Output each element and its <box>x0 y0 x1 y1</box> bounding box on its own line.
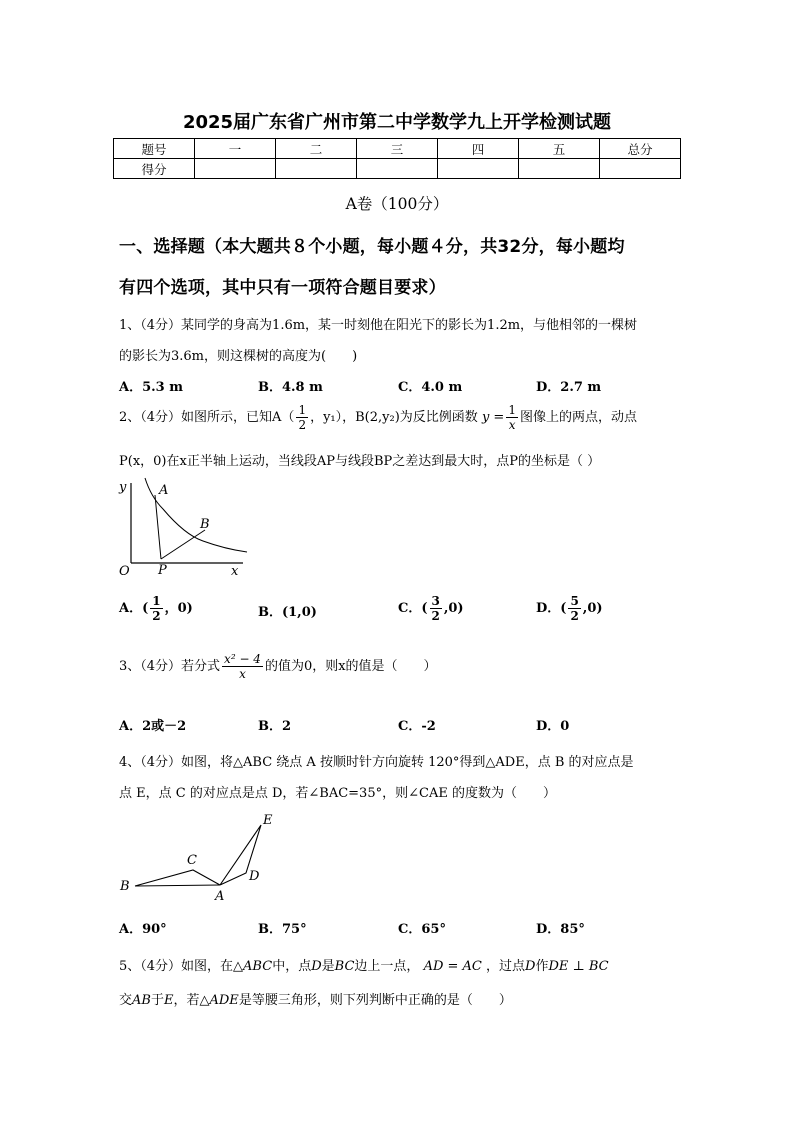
q2-opt-a-numerator: 1 <box>152 594 161 608</box>
q1-stem-line2: 的影长为3.6m，则这棵树的高度为( ) <box>119 349 358 364</box>
q2-fraction-a <box>296 403 308 432</box>
score-cell <box>276 159 357 179</box>
q2-label-a: A <box>159 483 169 498</box>
score-table <box>113 138 681 179</box>
q2-option-a <box>119 594 193 623</box>
q2-label-x: x <box>231 564 239 579</box>
q4-figure <box>115 810 285 902</box>
q3-stem <box>119 652 437 681</box>
q2-func-fraction <box>506 403 518 432</box>
q5-text-10: 是等腰三角形，则下列判断中正确的是（ ） <box>238 993 512 1008</box>
page-title: 2025届广东省广州市第二中学数学九上开学检测试题 <box>182 112 612 133</box>
score-cell <box>519 159 600 179</box>
q4-stem-line2: 点 E，点 C 的对应点是点 D，若∠BAC=35°，则∠CAE 的度数为（ ） <box>119 786 556 801</box>
q2-label-o: O <box>119 564 130 579</box>
q5-point-e: E <box>163 993 174 1008</box>
score-cell <box>438 159 519 179</box>
q3-denominator: x <box>239 667 246 681</box>
q2-opt-a-denominator: 2 <box>152 609 161 623</box>
q2-label-p: P <box>158 563 167 578</box>
q3-option-a: A．2或－2 <box>119 719 187 734</box>
q2-func-numerator: 1 <box>508 403 516 417</box>
q2-label-b: B <box>200 517 210 532</box>
score-cell <box>357 159 438 179</box>
q5-segment-bc: BC <box>334 959 355 974</box>
q2-opt-c-post: ,0) <box>443 601 464 616</box>
q2-segment-bp <box>161 530 205 559</box>
q4-stem-line1: 4、（4分）如图，将△ABC 绕点 A 按顺时针方向旋转 120°得到△ADE，点 B 的对应点是 <box>119 755 634 770</box>
q3-text-post: 的值为0，则x的值是（ ） <box>264 659 437 674</box>
q2-func-y: y = <box>481 410 505 425</box>
q3-text-pre: 3、（4分）若分式 <box>119 659 221 674</box>
score-header-cell: 三 <box>357 139 438 159</box>
q2-text-post: 图像上的两点，动点 <box>519 410 637 425</box>
q2-opt-c-denominator: 2 <box>431 609 440 623</box>
q3-option-b: B．2 <box>258 719 292 734</box>
score-cell <box>600 159 681 179</box>
q4-side-ab <box>135 885 220 886</box>
q5-point-d: D <box>311 959 322 974</box>
q5-text-2: 中，点 <box>272 959 312 974</box>
q5-perpendicular: DE ⊥ BC <box>548 959 609 974</box>
q2-opt-d-frac <box>568 594 580 623</box>
q3-fraction <box>222 652 263 681</box>
score-row-label: 得分 <box>114 159 195 179</box>
q2-figure <box>115 475 255 580</box>
q5-text-8: 于 <box>150 993 164 1008</box>
q4-label-a: A <box>215 889 225 902</box>
q4-label-b: B <box>120 879 130 894</box>
score-table-header-row <box>114 139 681 159</box>
q5-stem-line2 <box>119 989 512 1008</box>
q5-text-9: ，若 <box>173 993 200 1008</box>
q1-option-c: C．4.0 m <box>398 380 463 395</box>
q2-opt-c-frac <box>430 594 442 623</box>
q2-opt-a-post: ，0) <box>164 601 193 616</box>
q5-triangle-ade: △ADE <box>199 993 239 1008</box>
q2-option-c <box>398 594 464 623</box>
q5-text-5: ，过点 <box>486 959 526 974</box>
q2-opt-d-numerator: 5 <box>570 594 579 608</box>
q3-numerator: x² − 4 <box>224 652 261 666</box>
q2-option-b: B．(1,0) <box>258 605 317 620</box>
q2-text-mid: ，y₁），B(2,y₂)为反比例函数 <box>310 410 478 425</box>
score-header-cell: 五 <box>519 139 600 159</box>
q2-opt-d-post: ,0) <box>582 601 603 616</box>
q5-text-1: 5、（4分）如图，在 <box>119 959 234 974</box>
score-header-cell: 四 <box>438 139 519 159</box>
q2-opt-d-denominator: 2 <box>570 609 579 623</box>
q4-option-a: A．90° <box>119 922 167 937</box>
q5-point-d-2: D <box>525 959 536 974</box>
q3-option-d: D．0 <box>536 719 570 734</box>
score-header-cell: 题号 <box>114 139 195 159</box>
q1-option-a: A．5.3 m <box>119 380 183 395</box>
q2-opt-a-frac <box>150 594 162 623</box>
q2-opt-a-pre: A．( <box>119 601 149 616</box>
q4-triangle-abc <box>135 870 220 886</box>
q1-stem-line1: 1、（4分）某同学的身高为1.6m，某一时刻他在阳光下的影长为1.2m，与他相邻的一棵树 <box>119 318 638 333</box>
q4-label-e: E <box>263 813 273 828</box>
q4-option-d: D．85° <box>536 922 585 937</box>
q5-text-6: 作 <box>535 959 549 974</box>
q4-label-c: C <box>187 853 197 868</box>
score-cell <box>195 159 276 179</box>
q5-stem-line1 <box>119 955 609 974</box>
score-table-score-row <box>114 159 681 179</box>
q3-option-c: C．-2 <box>398 719 436 734</box>
q2-stem-line2: P(x，0)在x正半轴上运动，当线段AP与线段BP之差达到最大时，点P的坐标是（ ） <box>119 454 601 469</box>
q2-opt-c-pre: C．( <box>398 601 428 616</box>
q2-segment-ap <box>155 495 161 559</box>
q5-text-3: 是 <box>321 959 335 974</box>
section-title-line1: 一、选择题（本大题共８个小题，每小题４分，共32分，每小题均 <box>119 237 625 257</box>
q5-text-7: 交 <box>119 993 133 1008</box>
q5-equation: AD = AC <box>423 959 482 974</box>
q2-option-d <box>536 594 603 623</box>
section-heading-a-juan: A卷（100分） <box>345 195 449 213</box>
q2-text-pre: 2、（4分）如图所示，已知A（ <box>119 410 295 425</box>
q2-opt-d-pre: D．( <box>536 601 567 616</box>
q4-option-c: C．65° <box>398 922 446 937</box>
score-header-cell: 总分 <box>600 139 681 159</box>
q2-label-y: y <box>119 480 127 495</box>
q2-stem-line1 <box>119 403 637 432</box>
score-header-cell: 一 <box>195 139 276 159</box>
q5-triangle-abc: △ABC <box>233 959 273 974</box>
score-header-cell: 二 <box>276 139 357 159</box>
q4-option-b: B．75° <box>258 922 307 937</box>
q2-frac-denominator: 2 <box>298 418 307 432</box>
section-title-line2: 有四个选项，其中只有一项符合题目要求） <box>119 278 446 298</box>
q2-func-denominator: x <box>508 418 516 432</box>
q4-label-d: D <box>249 869 260 884</box>
q1-option-b: B．4.8 m <box>258 380 323 395</box>
q5-segment-ab: AB <box>132 993 151 1008</box>
q2-frac-numerator: 1 <box>298 403 307 417</box>
q5-text-4: 边上一点， <box>354 959 420 974</box>
q1-option-d: D．2.7 m <box>536 380 602 395</box>
q2-opt-c-numerator: 3 <box>431 594 440 608</box>
